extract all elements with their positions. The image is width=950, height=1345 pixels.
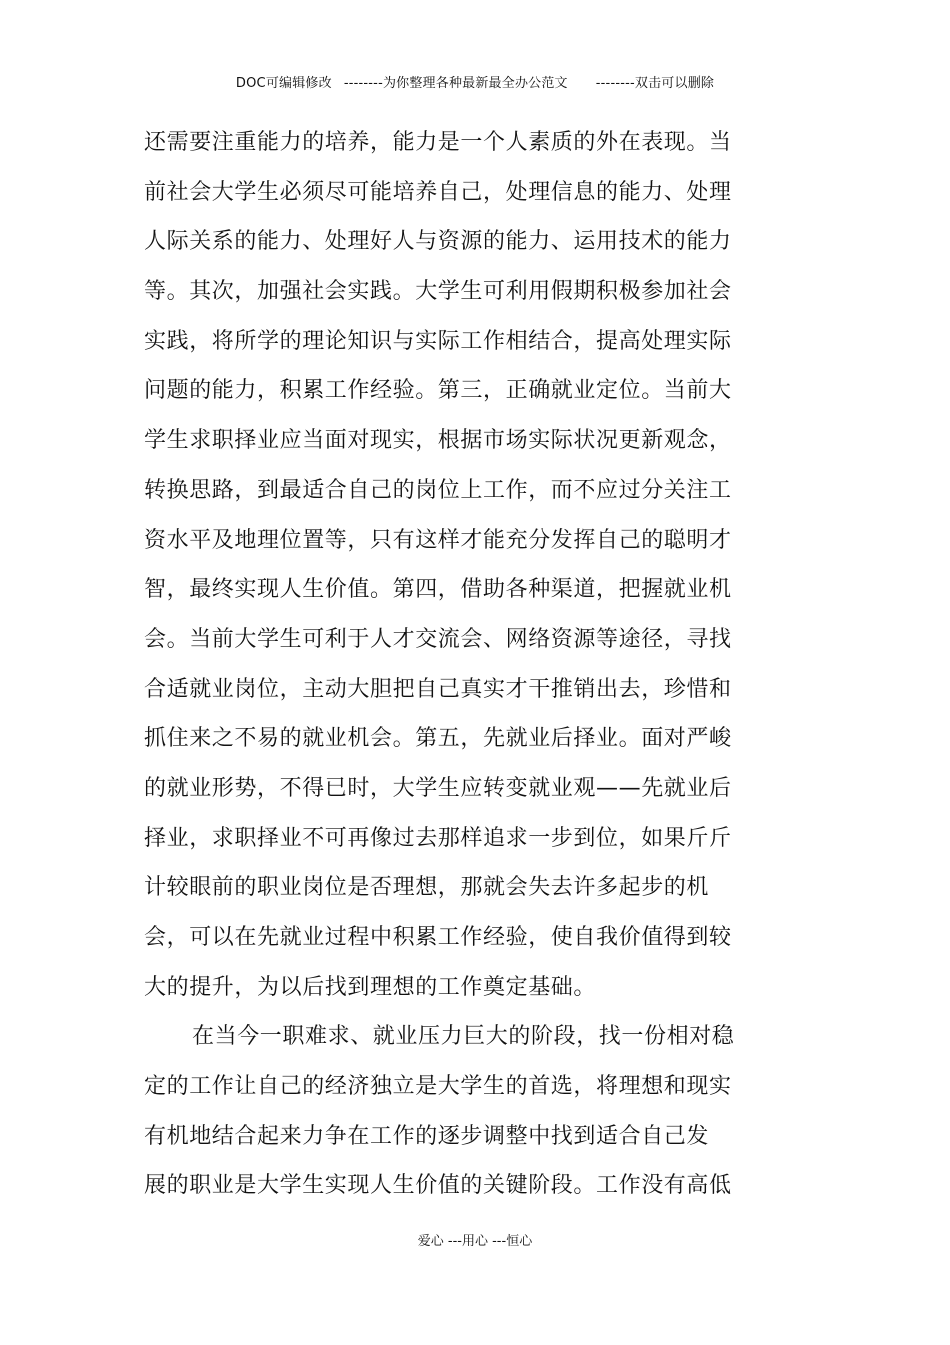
- header-doc-label: DOC可编辑修改: [235, 76, 332, 91]
- text-line: 等。其次，加强社会实践。大学生可利用假期积极参加社会: [144, 279, 732, 305]
- text-line: 前社会大学生必须尽可能培养自己，处理信息的能力、处理: [144, 179, 732, 205]
- text-line: 合适就业岗位，主动大胆把自己真实才干推销出去，珍惜和: [144, 676, 732, 702]
- body-text: [144, 118, 744, 1211]
- header-tagline: --------为你整理各种最新最全办公范文: [343, 76, 568, 91]
- page-footer: 爱心 ---用心 ---恒心: [417, 1234, 533, 1249]
- text-line: 大的提升，为以后找到理想的工作奠定基础。: [144, 974, 597, 1000]
- text-line: 会。当前大学生可利于人才交流会、网络资源等途径，寻找: [144, 626, 732, 652]
- text-line: 资水平及地理位置等，只有这样才能充分发挥自己的聪明才: [144, 527, 732, 553]
- text-line: 抓住来之不易的就业机会。第五，先就业后择业。面对严峻: [144, 726, 732, 752]
- text-line: 转换思路，到最适合自己的岗位上工作，而不应过分关注工: [144, 477, 732, 503]
- text-line: 定的工作让自己的经济独立是大学生的首选，将理想和现实: [144, 1074, 732, 1100]
- text-line: 展的职业是大学生实现人生价值的关键阶段。工作没有高低: [144, 1173, 732, 1199]
- text-line: 人际关系的能力、处理好人与资源的能力、运用技术的能力: [144, 229, 732, 255]
- text-line: 问题的能力，积累工作经验。第三，正确就业定位。当前大: [144, 378, 732, 404]
- text-line: 有机地结合起来力争在工作的逐步调整中找到适合自己发: [144, 1123, 710, 1149]
- text-line: 计较眼前的职业岗位是否理想，那就会失去许多起步的机: [144, 875, 710, 901]
- text-line: 学生求职择业应当面对现实，根据市场实际状况更新观念，: [144, 428, 732, 454]
- text-line: 还需要注重能力的培养，能力是一个人素质的外在表现。当: [144, 130, 732, 155]
- text-line: 的就业形势，不得已时，大学生应转变就业观——先就业后: [144, 775, 732, 801]
- text-line: 择业，求职择业不可再像过去那样追求一步到位，如果斤斤: [144, 825, 732, 851]
- text-line: 实践，将所学的理论知识与实际工作相结合，提高处理实际: [144, 328, 732, 354]
- header-delete-hint: --------双击可以删除: [595, 76, 715, 91]
- page-header: [0, 72, 950, 91]
- text-line: 智，最终实现人生价值。第四，借助各种渠道，把握就业机: [144, 577, 732, 603]
- text-line: 会，可以在先就业过程中积累工作经验，使自我价值得到较: [144, 925, 732, 950]
- paragraph-start-line: 在当今一职难求、就业压力巨大的阶段，找一份相对稳: [192, 1024, 735, 1050]
